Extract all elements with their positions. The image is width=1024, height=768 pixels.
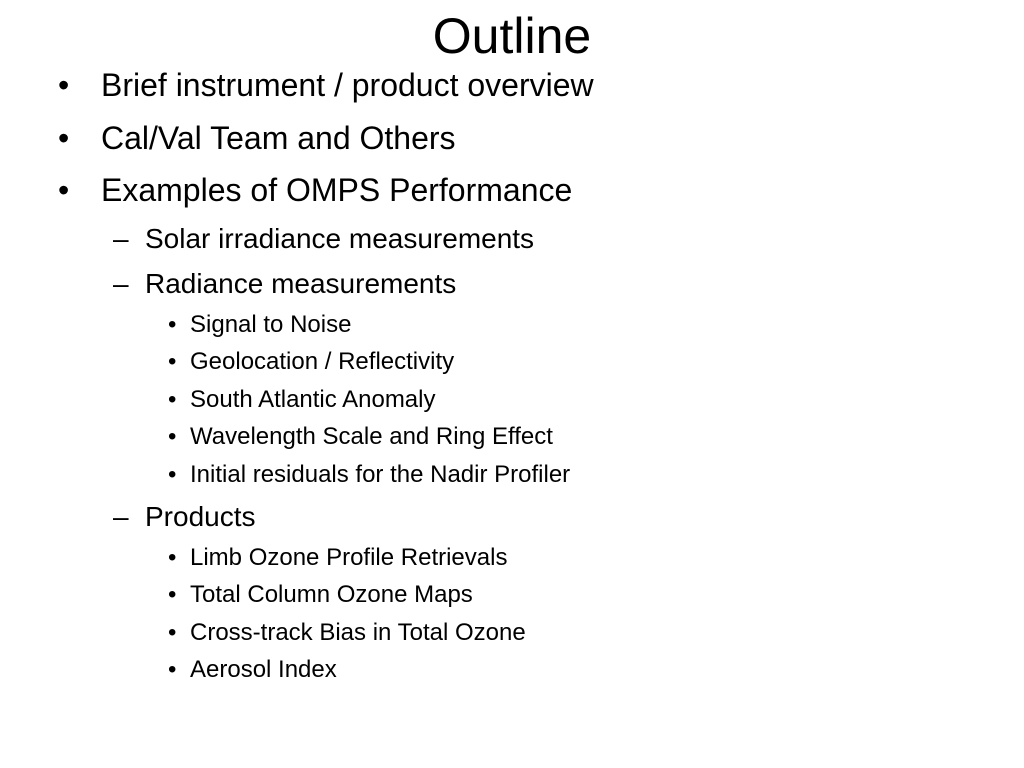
slide-title: Outline [432,8,592,64]
outline-item-text: Total Column Ozone Maps [190,581,473,608]
bullet-icon: • [168,581,177,608]
outline-subitem-products [113,498,953,536]
outline-item-text: Solar irradiance measurements [145,223,535,254]
outline-item-text: Limb Ozone Profile Retrievals [190,544,508,571]
bullet-icon: • [168,619,177,646]
outline-item-text: Products [145,501,256,532]
outline-item-text: Initial residuals for the Nadir Profiler [190,461,571,488]
outline-item-instrument-overview [58,63,958,107]
outline-item-text: Geolocation / Reflectivity [190,348,455,375]
bullet-icon: • [168,423,177,450]
outline-subsubitem-signal-to-noise [168,309,948,341]
outline-subitem-solar-irradiance [113,220,953,258]
outline-subsubitem-cross-track-bias [168,617,948,649]
bullet-icon: • [168,656,177,683]
outline-subsubitem-limb-ozone [168,542,948,574]
bullet-icon: • [58,67,70,103]
bullet-icon: • [58,172,70,208]
outline-item-text: Cross-track Bias in Total Ozone [190,619,526,646]
outline-subitem-radiance [113,265,953,303]
outline-subsubitem-aerosol-index [168,654,948,686]
outline-subsubitem-nadir-profiler [168,459,948,491]
bullet-icon: • [168,311,177,338]
outline-item-cal-val-team [58,116,958,160]
outline-item-text: Brief instrument / product overview [101,67,594,103]
dash-icon: – [113,501,129,532]
outline-item-text: Aerosol Index [190,656,337,683]
dash-icon: – [113,268,129,299]
outline-subsubitem-geolocation [168,346,948,378]
outline-item-text: South Atlantic Anomaly [190,386,436,413]
bullet-icon: • [168,544,177,571]
outline-subsubitem-south-atlantic-anomaly [168,384,948,416]
outline-item-text: Examples of OMPS Performance [101,172,573,208]
dash-icon: – [113,223,129,254]
outline-subsubitem-total-column-ozone [168,579,948,611]
outline-subsubitem-wavelength-scale [168,421,948,453]
bullet-icon: • [58,120,70,156]
outline-item-text: Cal/Val Team and Others [101,120,456,156]
bullet-icon: • [168,461,177,488]
bullet-icon: • [168,348,177,375]
outline-item-omps-performance [58,168,958,212]
outline-item-text: Radiance measurements [145,268,457,299]
bullet-icon: • [168,386,177,413]
outline-item-text: Signal to Noise [190,311,352,338]
outline-item-text: Wavelength Scale and Ring Effect [190,423,553,450]
